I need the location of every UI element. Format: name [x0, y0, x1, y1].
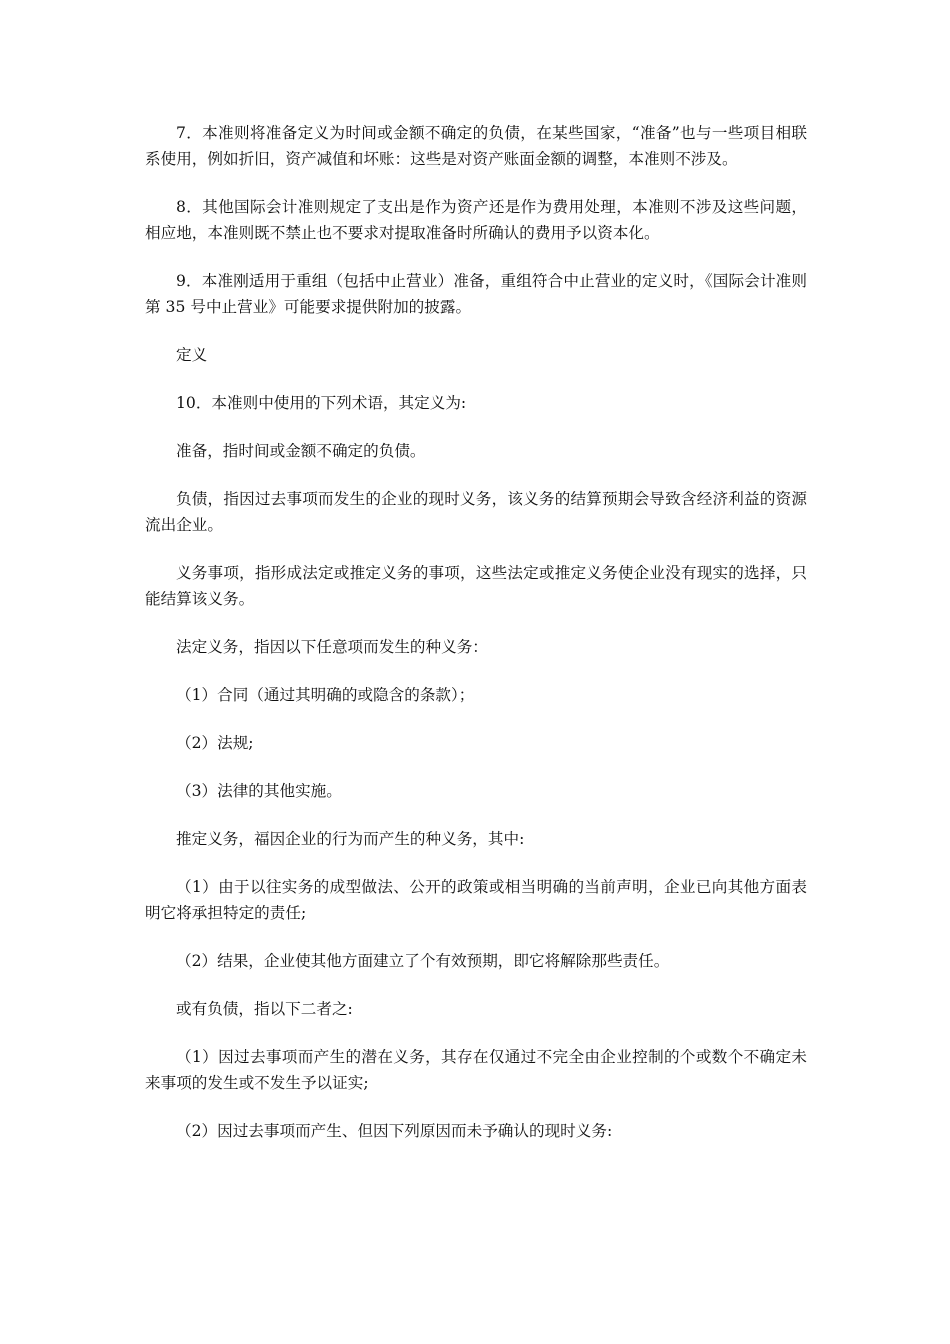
paragraph-7: 7．本准则将准备定义为时间或金额不确定的负债，在某些国家，“准备”也与一些项目相联系使用，例如折旧，资产减值和坏账：这些是对资产账面金额的调整，本准则不涉及。 — [145, 124, 807, 168]
constructive-obligation-item-1: （1）由于以往实务的成型做法、公开的政策或相当明确的当前声明，企业已向其他方面表明它将承担特定的责任; — [145, 878, 807, 922]
document-body — [145, 120, 807, 1166]
definition-legal-obligation: 法定义务，指因以下任意项而发生的种义务： — [176, 638, 488, 656]
constructive-obligation-item-2: （2）结果，企业使其他方面建立了个有效预期，即它将解除那些责任。 — [176, 952, 670, 970]
definition-obligating-event: 义务事项，指形成法定或推定义务的事项，这些法定或推定义务使企业没有现实的选择，只能结算该义务。 — [145, 564, 807, 608]
legal-obligation-item-2: （2）法规; — [176, 734, 254, 752]
contingent-liability-item-1: （1）因过去事项而产生的潜在义务，其存在仅通过不完全由企业控制的个或数个不确定未来事项的发生或不发生予以证实; — [145, 1048, 807, 1092]
section-heading-definitions: 定义 — [176, 346, 208, 364]
contingent-liability-item-2: （2）因过去事项而产生、但因下列原因而未予确认的现时义务: — [176, 1122, 613, 1140]
legal-obligation-item-3: （3）法律的其他实施。 — [176, 782, 342, 800]
definition-constructive-obligation: 推定义务，福因企业的行为而产生的种义务，其中: — [176, 830, 525, 848]
definition-provision: 准备，指时间或金额不确定的负债。 — [176, 442, 426, 460]
paragraph-8: 8．其他国际会计准则规定了支出是作为资产还是作为费用处理，本准则不涉及这些问题，相应地，本准则既不禁止也不要求对提取准备时所确认的费用予以资本化。 — [145, 198, 807, 242]
definition-liability: 负债，指因过去事项而发生的企业的现时义务，该义务的结算预期会导致含经济利益的资源流出企业。 — [145, 490, 807, 534]
definition-contingent-liability: 或有负债，指以下二者之: — [176, 1000, 353, 1018]
paragraph-9: 9．本准刚适用于重组（包括中止营业）准备，重组符合中止营业的定义时，《国际会计准则第 35 号中止营业》可能要求提供附加的披露。 — [145, 272, 807, 316]
legal-obligation-item-1: （1）合同（通过其明确的或隐含的条款）； — [176, 686, 475, 704]
paragraph-10: 10．本准则中使用的下列术语，其定义为: — [176, 394, 467, 412]
